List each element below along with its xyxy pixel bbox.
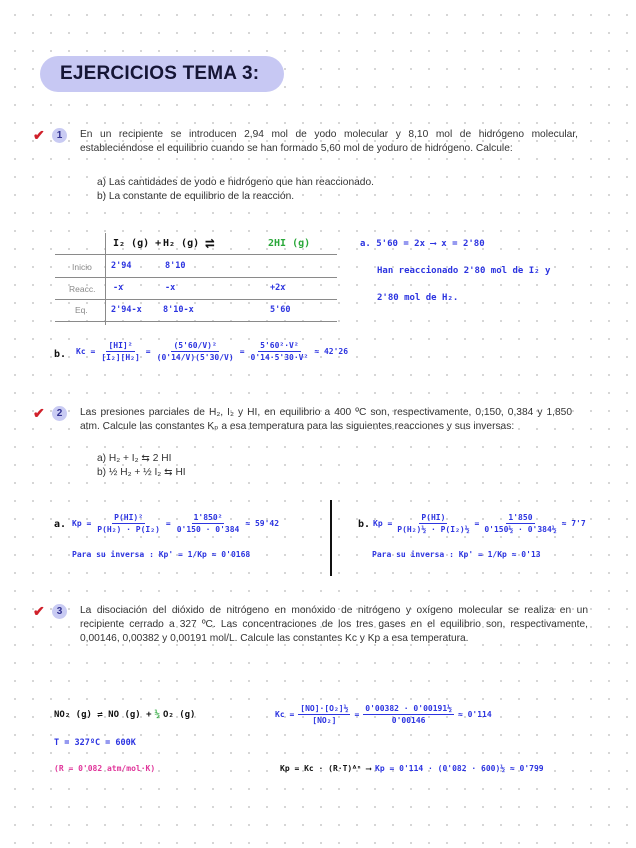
kp-result: ≈ 59'42 [245,519,280,528]
answer-1b-equation: Kc = $\frac{\text{[HI]²}}{\text{[I₂][H₂]}}$ = $\frac{\text{(5'60/V)²}}{(0'14/V)(5'30/V)}$ = $\frac{\text{5'60²·V²}}{\text{0'14·5'30·V²}}$ ≈ 42'26 [76,341,349,362]
frac-2-numerator: 0'00382 · 0'00191½ [365,704,452,713]
kp-result: Kp = 0'114 · (0'082 · 600)½ ≈ 0'799 [375,764,544,773]
equilibrium-arrow: ⇌ [205,233,215,252]
frac-2-denominator: 0'150½ · 0'384½ [484,525,557,534]
cell-eq-h2: 8'10-x [163,305,194,315]
frac-2-numerator: 1'850 [508,513,533,522]
table-product-hi: 2HI (g) [268,238,311,249]
exercise-3-statement: La disociación del dióxido de nitrógeno en monóxido de nitrógeno y oxígeno molecular se realiza en un recipiente cerrado a 327 ºC. Las concentraciones de los tres gases en el equilibrio son, respectivamente, 0,00146, 0,00382 y 0,00191 mol/L. Calcule las constantes Kc y Kp a esa temperatura. [80,605,588,645]
frac-3-numerator: 5'60²·V² [260,341,299,350]
cell-reacc-i2: -x [113,283,124,293]
answer-2a-inverse: Para su inversa : Kp' = 1/Kp ≈ 0'0168 [72,550,251,559]
frac-1-denominator: [NO₂] [312,716,337,725]
column-divider [330,500,332,576]
kp-symbol: Kp = [373,519,393,528]
kc-result: ≈ 42'26 [314,347,349,356]
frac-2-numerator: 1'850² [193,513,223,522]
exercise-number-badge: 1 [52,128,67,143]
frac-1-numerator: [NO]·[O₂]½ [300,704,349,713]
answer-1a-line-3: 2'80 mol de H₂. [377,293,459,303]
exercise-3-reaction [54,710,195,720]
exercise-1-statement: En un recipiente se introducen 2,94 mol de yodo molecular y 8,10 mol de hidrógeno molecular, estableciéndose el equilibrio cuando se han formado 5,60 mol de yoduro de hidrógeno. Calcule: [80,129,578,155]
reaction-left: NO₂ (g) ⇌ NO (g) + [54,710,152,720]
frac-1-numerator: P(HI) [421,513,446,522]
cell-reacc-h2: -x [165,283,176,293]
kp-symbol: Kp = [72,519,92,528]
frac-2-numerator: (5'60/V)² [173,341,217,350]
exercise-number-badge: 2 [52,406,67,421]
gas-constant-note: (R = 0'082 atm/mol·K) [54,764,156,773]
exercise-2-item-a: a) H₂ + I₂ ⇆ 2 HI [97,453,172,464]
cell-eq-i2: 2'94-x [111,305,142,315]
checkmark-icon: ✔ [33,603,45,619]
frac-2-denominator: (0'14/V)(5'30/V) [156,353,234,362]
cell-reacc-hi: +2x [270,283,286,293]
frac-1-denominator: P(H₂) · P(I₂) [97,525,160,534]
cell-inicio-h2: 8'10 [165,261,186,271]
answer-2a-equation: Kp = $\frac{\text{P(HI)²}}{\text{P(H₂) · P(I₂)}}$ = $\frac{\text{1'850²}}{0'150 \cdot 0'384}$ ≈ 59'42 [72,513,280,534]
ice-table [55,233,337,325]
frac-1-numerator: [HI]² [108,341,133,350]
reaction-coefficient: ½ [154,710,160,720]
answer-2b-equation: Kp = $\frac{P(HI)}{\text{P(H₂)½ · P(I₂)½}}$ = $\frac{1'850}{\text{0'150½ · 0'384½}}$ ≈ 7'7 [373,513,586,534]
frac-2-denominator: 0'00146 [391,716,426,725]
answer-1a-line-2: Han reaccionado 2'80 mol de I₂ y [377,266,551,276]
kp-equation [280,764,544,773]
table-reactant-h2: H₂ (g) [163,238,200,249]
exercise-1-item-a: a) Las cantidades de yodo e hidrógeno que han reaccionado. [97,177,374,188]
kp-formula: Kp = Kc · (R·T)ᐞⁿ ⟶ [280,764,372,773]
checkmark-icon: ✔ [33,127,45,143]
exercise-2-item-b: b) ½ H₂ + ½ I₂ ⇆ HI [97,467,186,478]
kc-result: ≈ 0'114 [457,710,492,719]
table-reactant-i2: I₂ (g) + [113,238,162,249]
row-label-eq: Eq. [75,305,88,315]
exercise-2-statement: Las presiones parciales de H₂, I₂ y HI, en equilibrio a 400 ºC son, respectivamente, 0,150, 0,384 y 1,850 atm. Calcule las constantes Kₚ a esa temperatura para las siguientes reacciones y sus inversas: [80,407,572,433]
checkmark-icon: ✔ [33,405,45,421]
kc-symbol: Kc = [275,710,295,719]
cell-inicio-i2: 2'94 [111,261,132,271]
kc-equation: Kc = $\frac{\text{[NO]·[O₂]½}}{\text{[NO₂]}}$ = $\frac{\text{0'00382 · 0'00191½}}{0'00146}$ ≈ 0'114 [275,704,492,725]
row-label-reacc: Reacc. [69,284,96,294]
frac-1-denominator: [I₂][H₂] [101,353,140,362]
answer-1b-label: b. [54,349,67,360]
exercise-number-badge: 3 [52,604,67,619]
frac-3-denominator: 0'14·5'30·V² [250,353,309,362]
exercise-1-item-b: b) La constante de equilibrio de la reacción. [97,191,295,202]
answer-2a-label: a. [54,519,67,530]
frac-2-denominator: 0'150 · 0'384 [176,525,240,534]
answer-1a-line-1: a. 5'60 = 2x ⟶ x = 2'80 [360,239,485,249]
answer-2b-label: b. [358,519,371,530]
kc-symbol: Kc = [76,347,96,356]
frac-1-denominator: P(H₂)½ · P(I₂)½ [397,525,470,534]
cell-eq-hi: 5'60 [270,305,291,315]
frac-1-numerator: P(HI)² [114,513,144,522]
kp-result: ≈ 7'7 [561,519,586,528]
reaction-o2: O₂ (g) [162,710,196,720]
page-title: EJERCICIOS TEMA 3: [40,56,284,92]
temperature-note: T = 327ºC = 600K [54,738,136,748]
answer-2b-inverse: Para su inversa : Kp' = 1/Kp ≈ 0'13 [372,550,541,559]
row-label-inicio: Inicio [72,262,92,272]
